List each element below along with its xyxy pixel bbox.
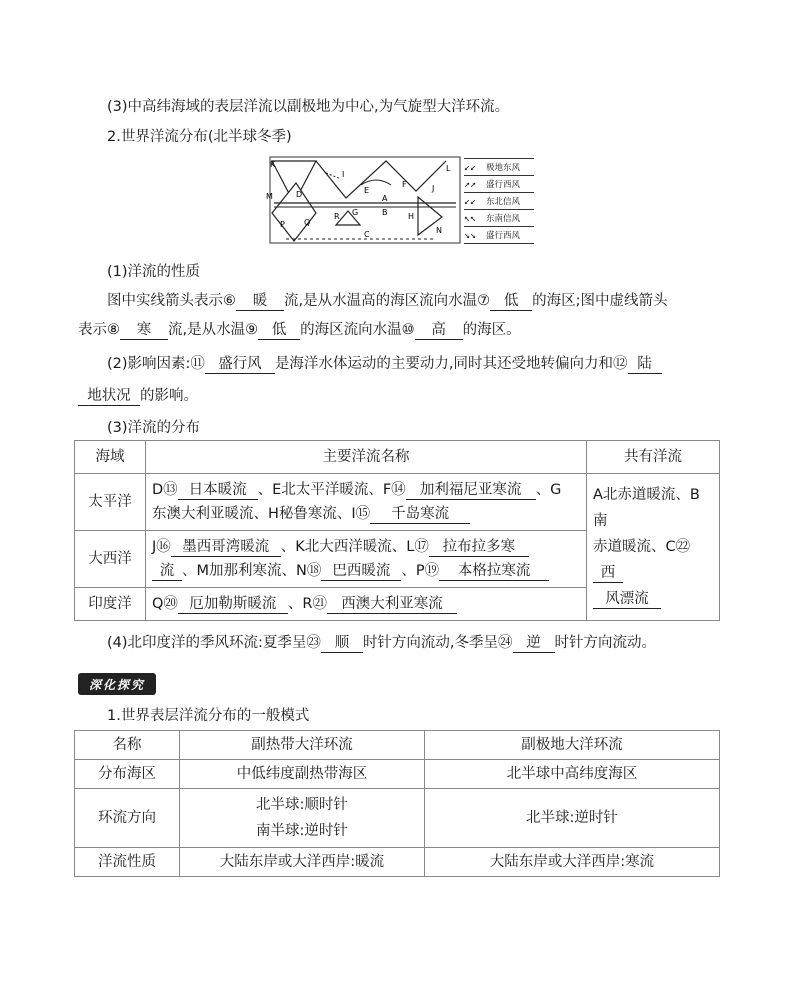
intro-item-3: (3)中高纬海域的表层洋流以副极地为中心,为气旋型大洋环流。 [107,99,510,115]
table-cell: 环流方向 [75,789,180,848]
row-label: 太平洋 [75,474,146,531]
table-header-row [75,731,720,760]
table-cell: 北半球:逆时针 [425,789,720,848]
header-cell: 主要洋流名称 [146,441,587,474]
coastline [316,161,446,198]
atlantic-currents: J⑯ 墨西哥湾暖流 、K北大西洋暖流、L⑰ 拉布拉多寒 流 、M加那利寒流、N⑱ 巴西暖流 、P⑲ 本格拉寒流 [146,531,587,588]
label-M: M [266,192,273,201]
distribution-heading: (3)洋流的分布 [107,420,201,436]
label-N: N [436,226,442,235]
factors-line-1: (2)影响因素:⑪ 盛行风 是海洋水体运动的主要动力,同时其还受地转偏向力和⑫ 陆 [107,354,662,374]
label-C: C [364,230,370,239]
label-Q: Q [304,218,311,227]
wind-arrow-icon: ↙↙ [464,195,477,207]
label-G: G [352,208,359,217]
blank-20: 厄加勒斯暖流 [178,595,288,614]
legend-row: ↙↙ 东北信风 [464,193,534,210]
row-label: 大西洋 [75,531,146,588]
table-cell: 分布海区 [75,760,180,789]
label-B: B [382,208,388,217]
blank-17b: 流 [152,562,182,581]
legend-row: ↙↙ 极地东风 [464,158,534,176]
label-F: F [402,180,407,189]
header-cell: 副极地大洋环流 [425,731,720,760]
blank-13: 日本暖流 [178,481,258,500]
continent-west-south [272,183,316,241]
blank-21: 西澳大利亚寒流 [327,595,457,614]
wind-legend [464,158,534,244]
pattern-table [74,730,720,877]
table-row [75,848,720,877]
nature-heading: (1)洋流的性质 [107,264,201,280]
nature-line-1: 图中实线箭头表示⑥ 暖 流,是从水温高的海区流向水温⑦ 低 的海区;图中虚线箭头 [107,293,668,309]
label-L: L [446,164,451,173]
blank-14: 加利福尼亚寒流 [406,481,536,500]
blank-6: 暖 [236,292,284,311]
header-cell: 副热带大洋环流 [180,731,425,760]
monsoon-line: (4)北印度洋的季风环流:夏季呈㉓ 顺 时针方向流动,冬季呈㉔ 逆 时针方向流动。 [107,635,657,651]
label-I: I [342,170,345,179]
blank-12a: 陆 [628,355,662,374]
legend-row: ↘↘ 盛行西风 [464,227,534,244]
blank-8: 寒 [120,321,168,340]
label-P: P [280,220,285,229]
blank-15: 千岛寒流 [370,505,470,524]
blank-12b: 地状况 [78,387,140,406]
legend-row: ↗↗ 盛行西风 [464,176,534,193]
table-row [75,474,720,531]
wind-arrow-icon: ↘↘ [464,229,477,241]
table-cell: 大陆东岸或大洋西岸:暖流 [180,848,425,877]
blank-7: 低 [490,292,532,311]
label-R: R [334,212,340,221]
header-cell: 共有洋流 [587,441,720,474]
label-K: K [270,160,276,169]
header-cell: 海域 [75,441,146,474]
blank-16: 墨西哥湾暖流 [171,538,281,557]
blank-24: 逆 [513,634,555,653]
label-D: D [296,190,303,199]
section-2-title: 2.世界洋流分布(北半球冬季) [107,129,292,145]
table-cell: 大陆东岸或大洋西岸:寒流 [425,848,720,877]
pattern-title: 1.世界表层洋流分布的一般模式 [107,708,310,724]
table-cell: 北半球中高纬度海区 [425,760,720,789]
label-E: E [364,186,370,195]
table-row [75,789,720,848]
label-A: A [382,194,388,203]
blank-11: 盛行风 [205,355,275,374]
blank-23: 顺 [321,634,363,653]
blank-9: 低 [258,321,300,340]
nature-line-2: 表示⑧ 寒 流,是从水温⑨ 低 的海区流向水温⑩ 高 的海区。 [78,322,521,338]
label-J: J [432,184,435,193]
blank-17: 拉布拉多寒 [429,538,529,557]
label-H: H [408,212,415,221]
table-row [75,760,720,789]
legend-row: ↖↖ 东南信风 [464,210,534,227]
wind-arrow-icon: ↖↖ [464,212,477,224]
indian-currents: Q⑳ 厄加勒斯暖流 、R㉑ 西澳大利亚寒流 [146,588,587,621]
blank-22: 西 [593,564,623,583]
wind-arrow-icon: ↙↙ [464,161,477,173]
pacific-currents: D⑬ 日本暖流 、E北太平洋暖流、F⑭ 加利福尼亚寒流 、G 东澳大利亚暖流、H秘鲁寒流、I⑮ 千岛寒流 [146,474,587,531]
blank-22b: 风漂流 [593,590,661,609]
table-cell: 北半球:顺时针 南半球:逆时针 [180,789,425,848]
header-cell: 名称 [75,731,180,760]
row-label: 印度洋 [75,588,146,621]
factors-line-2: 地状况 的影响。 [78,386,198,406]
blank-10: 高 [415,321,463,340]
section-badge: 深化探究 [78,673,156,695]
current-distribution-table [74,440,720,621]
shared-currents: A北赤道暖流、B南 赤道暖流、C㉒西 风漂流 [587,474,720,621]
table-header-row [75,441,720,474]
table-cell: 中低纬度副热带海区 [180,760,425,789]
wind-arrow-icon: ↗↗ [464,178,477,190]
blank-18: 巴西暖流 [321,562,401,581]
blank-19: 本格拉寒流 [439,562,549,581]
table-cell: 洋流性质 [75,848,180,877]
